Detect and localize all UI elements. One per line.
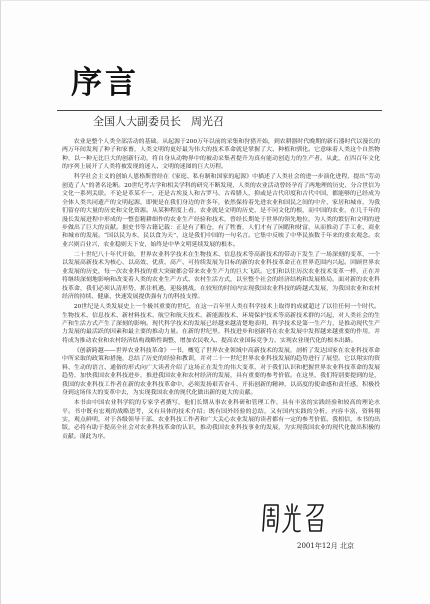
paragraph: 本书由中国农业科学院的专家学者撰写，他们长期从事农业科研和管理工作，具有丰富的实践经验和较高的理论水平。书中既有宏观的战略思考，又有具体的技术介绍；既有国外经验的总结，又有国内实践的分析，内容丰富，资料翔实，观点鲜明，对于各级领导干部、农业科技工作者和广大关心农业发展的读者都有一定的参考价值。我相信，本书的出版，必将有助于提高全社会对农业科技革命的认识，推动我国农业科技事业的发展，为实现我国农业的现代化做出积极的贡献。谨此为序。 (62, 400, 380, 440)
page-title: 序言 (71, 65, 139, 101)
paragraph: 《创新跨越——世界农业科技革命》一书，概览了世界农业领域中高新技术的发展，剖析了发达国家在农业科技革命中所采取的政策和措施，总结了历史的经验和教训，并对二十一世纪世界农业科技发展的趋势进行了展望。它以翔实的资料、生动的语言、通俗的形式向广大读者介绍了这场正在发生的伟大变革，对于我们认识和把握世界农业科技革命的发展趋势，加快我国农业科技进步，推进我国农业和农村经济的发展，具有重要的参考价值。在这里，我们特别要提到的是，我国的农业科技工作者在新的农业科技革命中，必须发扬艰苦奋斗、开拓创新的精神，以高度的使命感和责任感，积极投身到这场伟大的变革中去，为实现我国农业的现代化做出新的更大的贡献。 (62, 347, 380, 397)
paragraph: 二十世纪八十年代开始，世界农业科学技术在生物技术、信息技术等高新技术的带动下发生了一场深刻的变革，一个以发展高新技术为核心、以高效、优质、高产、可持续发展为目标的新的农业科技革命正在世界范围内兴起。回顾世界农业发展的历史，每一次农业科技的重大突破都会带来农业生产力的巨大飞跃。它们和以往历次农业技术变革一样，正在并将继续深刻地影响和改变着人类的农业生产方式、农村生活方式，以至整个社会的经济结构和发展格局。面对新的农业科技革命，我们必须认清形势，抓住机遇，迎接挑战，在较短的时间内实现我国农业科技的跨越式发展，为我国农业和农村经济的持续、健康、快速发展提供强有力的科技支撑。 (62, 251, 380, 301)
author-position: 全国人大副委员长 (93, 115, 181, 128)
paragraph: 20世纪是人类发展史上一个极其重要的世纪，在这一百年里人类在科学技术上取得的成就超过了以往任何一个时代。生物技术、信息技术、新材料技术、航空和航天技术、新能源技术、环境保护技术等高新技术群的兴起，对人类社会的生产和生活方式产生了深刻的影响。现代科学技术的发展已经越来越清楚地表明，科学技术是第一生产力，是推动现代生产力发展的最活跃的因素和最主要的推动力量。在新的世纪里，科技进步和创新将在农业发展中发挥越来越重要的作用，并将成为推动农业和农村经济结构战略性调整、增加农民收入、提高农业国际竞争力、实现农业现代化的根本出路。 (62, 304, 380, 344)
body-text (62, 138, 380, 443)
handwritten-signature (259, 501, 329, 535)
signature-image (259, 501, 329, 535)
paragraph: 农业是整个人类全部活动的基础。从起源于200万年以前的采集和狩猎开始，到农耕器时代晚期的新石器时代以漫长的两万年间发现了种子和家畜，人类文明的更好最为伟大的技术革命就是掌握了大、种植和驯化。它意味着人类这个自然物种，以一种无比巨大的创新行动，将自身从动物界中的被动采集者提升为真有能动创造力的生产者。从此，在四百年文化的序列上展开了人类将被发现的迷人、文明的迷图的巨大历程。 (62, 139, 380, 171)
paragraph: 科学社会主义的创始人恩格斯曾经在《家庭、私有制和国家的起源》中描述了人类社会的进一步演化进程，提出“劳动创造了人”的著名论断。20世纪考古学和相关学科的研究不断发现，人类的农业活动曾经孕育了两地理的历史、分合世信为文化一系列关联。不论是革某不一，还是古埃及人和古罗马、古希腊人，抑或是古代印度和古代中国，都能够的已经成为全体人类共同遗产的文明起源，即便是在我们身边的许多年，依然保持着先进农业和国民之间的中介，家居和城市，为我们留存的大量的历史和文化资源。从某种程度上看，农业就是文明的历史，是不同文化的根，而中国的农业，在几千年的漫长发展进程中形成的一整套精耕细作的农业生产经验和技术，曾经长期处于世界的领先地位，为人类的繁衍和文明的进步做出了巨大的贡献。据史书等古籍记载：正是有了粮仓，有了牲畜，人们才有了闲暇和财富，从而推动了手工业、商业和城市的发展。“国以民为本，民以食为天”，这是我们中国的一句名言。它集中反映了中华民族数千年来的重农观念。农业兴则百业兴，农业稳则天下安，始终是中华文明延续发展的根本。 (62, 174, 380, 248)
date-line: 2001年12月 北京 (297, 542, 354, 550)
title-divider (57, 110, 382, 111)
author-name: 周光召 (191, 115, 224, 128)
author-line (93, 114, 224, 130)
